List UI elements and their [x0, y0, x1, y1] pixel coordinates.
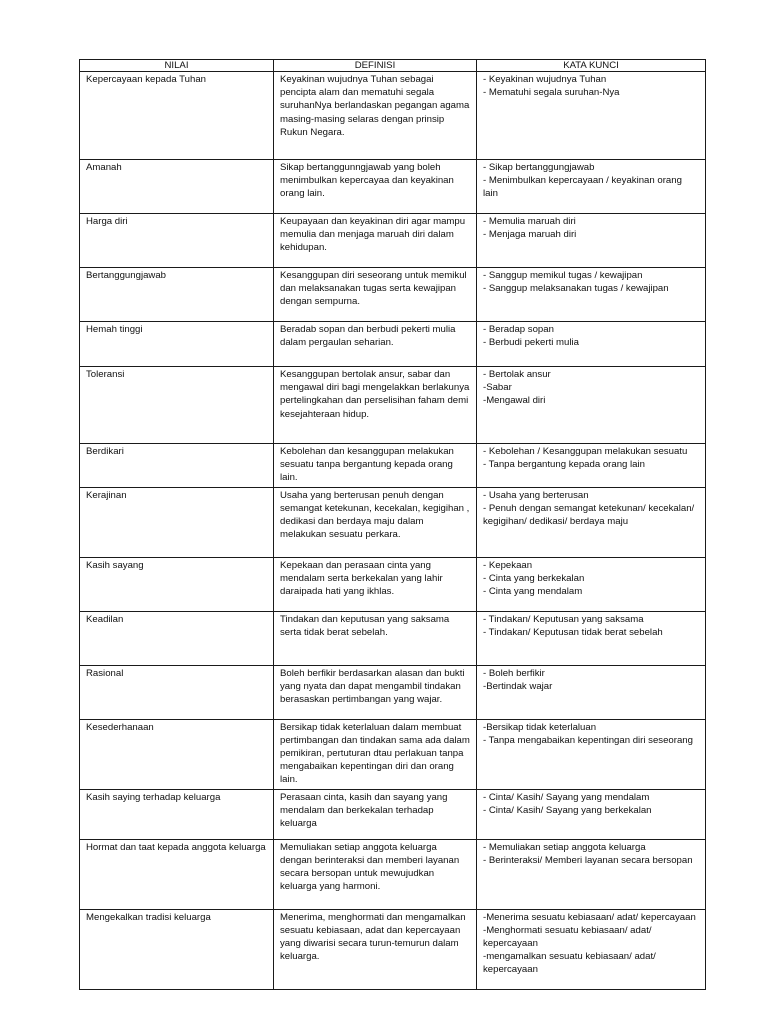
- kata-kunci-item: -Sabar: [483, 382, 512, 394]
- nilai-cell: Kasih saying terhadap keluarga: [80, 789, 274, 839]
- definisi-cell: Boleh berfikir berdasarkan alasan dan bukti yang nyata dan dapat mengambil tindakan berasaskan pertimbangan yang wajar.: [274, 665, 477, 719]
- kata-kunci-item: - Cinta yang berkekalan: [483, 572, 585, 584]
- kata-kunci-item: - Tindakan/ Keputusan tidak berat sebelah: [483, 626, 663, 638]
- table-row: [80, 839, 706, 909]
- kata-kunci-item: - Cinta yang mendalam: [483, 586, 583, 598]
- table-row: [80, 719, 706, 789]
- kata-kunci-cell: [477, 160, 706, 214]
- nilai-cell: Berdikari: [80, 444, 274, 488]
- kata-kunci-cell: [477, 72, 706, 160]
- kata-kunci-item: - Bertolak ansur: [483, 369, 551, 380]
- nilai-cell: Mengekalkan tradisi keluarga: [80, 909, 274, 989]
- table-row: [80, 611, 706, 665]
- kata-kunci-item: - Tanpa bergantung kepada orang lain: [483, 459, 645, 471]
- definisi-cell: Kesanggupan bertolak ansur, sabar dan mengawal diri bagi mengelakkan berlakunya pertelingkahan dan perselisihan faham demi kesejahteraan hidup.: [274, 367, 477, 444]
- header-row: [80, 60, 706, 72]
- kata-kunci-item: - Sikap bertanggungjawab: [483, 162, 595, 173]
- definisi-cell: Bersikap tidak keterlaluan dalam membuat pertimbangan dan tindakan sama ada dalam pemikiran, pertuturan dtau perlakuan tanpa mengabaikan kepentingan diri dan orang lain.: [274, 719, 477, 789]
- kata-kunci-item: - Memulia maruah diri: [483, 216, 576, 227]
- table-row: [80, 909, 706, 989]
- kata-kunci-cell: [477, 214, 706, 268]
- kata-kunci-cell: [477, 268, 706, 322]
- table-row: [80, 557, 706, 611]
- kata-kunci-cell: [477, 557, 706, 611]
- definisi-cell: Keyakinan wujudnya Tuhan sebagai pencipta alam dan mematuhi segala suruhanNya berlandaskan pegangan agama masing-masing selaras dengan prinsip Rukun Negara.: [274, 72, 477, 160]
- kata-kunci-item: -Menghormati sesuatu kebiasaan/ adat/ kepercayaan: [483, 924, 652, 950]
- table-row: [80, 322, 706, 367]
- kata-kunci-item: - Kebolehan / Kesanggupan melakukan sesuatu: [483, 446, 688, 457]
- kata-kunci-item: - Penuh dengan semangat ketekunan/ kecekalan/ kegigihan/ dedikasi/ berdaya maju: [483, 502, 695, 528]
- kata-kunci-item: -Menerima sesuatu kebiasaan/ adat/ kepercayaan: [483, 911, 696, 923]
- nilai-cell: Toleransi: [80, 367, 274, 444]
- kata-kunci-item: - Usaha yang berterusan: [483, 489, 589, 501]
- kata-kunci-cell: [477, 444, 706, 488]
- table-row: [80, 72, 706, 160]
- kata-kunci-item: - Beradap sopan: [483, 324, 554, 335]
- kata-kunci-cell: [477, 789, 706, 839]
- nilai-cell: Kasih sayang: [80, 557, 274, 611]
- definisi-cell: Sikap bertanggunngjawab yang boleh menimbulkan kepercayaa dan keyakinan orang lain.: [274, 160, 477, 214]
- kata-kunci-cell: [477, 719, 706, 789]
- kata-kunci-cell: [477, 487, 706, 557]
- kata-kunci-item: - Kepekaan: [483, 559, 533, 571]
- kata-kunci-item: - Menimbulkan kepercayaan / keyakinan orang lain: [483, 175, 682, 200]
- nilai-cell: Kepercayaan kepada Tuhan: [80, 72, 274, 160]
- kata-kunci-cell: [477, 665, 706, 719]
- nilai-cell: Keadilan: [80, 611, 274, 665]
- kata-kunci-item: - Berbudi pekerti mulia: [483, 337, 579, 349]
- kata-kunci-item: - Cinta/ Kasih/ Sayang yang berkekalan: [483, 804, 652, 816]
- nilai-cell: Amanah: [80, 160, 274, 214]
- nilai-cell: Bertanggungjawab: [80, 268, 274, 322]
- kata-kunci-item: - Berinteraksi/ Memberi layanan secara bersopan: [483, 854, 693, 866]
- definisi-cell: Tindakan dan keputusan yang saksama serta tidak berat sebelah.: [274, 611, 477, 665]
- nilai-cell: Rasional: [80, 665, 274, 719]
- kata-kunci-cell: [477, 322, 706, 367]
- definisi-cell: Menerima, menghormati dan mengamalkan sesuatu kebiasaan, adat dan kepercayaan yang diwarisi secara turun-temurun dalam keluarga.: [274, 909, 477, 989]
- kata-kunci-item: - Cinta/ Kasih/ Sayang yang mendalam: [483, 791, 650, 803]
- nilai-cell: Hemah tinggi: [80, 322, 274, 367]
- header-kata-kunci: KATA KUNCI: [477, 60, 706, 72]
- nilai-cell: Kerajinan: [80, 487, 274, 557]
- kata-kunci-item: - Tindakan/ Keputusan yang saksama: [483, 613, 644, 625]
- nilai-cell: Harga diri: [80, 214, 274, 268]
- kata-kunci-item: - Menjaga maruah diri: [483, 229, 577, 241]
- kata-kunci-cell: [477, 839, 706, 909]
- definisi-cell: Perasaan cinta, kasih dan sayang yang mendalam dan berkekalan terhadap keluarga: [274, 789, 477, 839]
- kata-kunci-item: -mengamalkan sesuatu kebiasaan/ adat/ kepercayaan: [483, 951, 656, 976]
- kata-kunci-item: - Memuliakan setiap anggota keluarga: [483, 841, 646, 853]
- kata-kunci-item: -Bertindak wajar: [483, 680, 553, 692]
- definisi-cell: Memuliakan setiap anggota keluarga dengan berinteraksi dan memberi layanan secara bersopan untuk mewujudkan keluarga yang harmoni.: [274, 839, 477, 909]
- kata-kunci-item: - Mematuhi segala suruhan-Nya: [483, 87, 620, 99]
- definisi-cell: Kebolehan dan kesanggupan melakukan sesuatu tanpa bergantung kepada orang lain.: [274, 444, 477, 488]
- table-row: [80, 367, 706, 444]
- table-row: [80, 789, 706, 839]
- table-body: [80, 72, 706, 990]
- kata-kunci-item: - Sanggup memikul tugas / kewajipan: [483, 270, 643, 281]
- definisi-cell: Kepekaan dan perasaan cinta yang mendalam serta berkekalan yang lahir daraipada hati yang ikhlas.: [274, 557, 477, 611]
- table-row: [80, 214, 706, 268]
- kata-kunci-item: - Boleh berfikir: [483, 667, 545, 679]
- nilai-cell: Hormat dan taat kepada anggota keluarga: [80, 839, 274, 909]
- kata-kunci-item: - Sanggup melaksanakan tugas / kewajipan: [483, 283, 669, 295]
- header-definisi: DEFINISI: [274, 60, 477, 72]
- table-row: [80, 665, 706, 719]
- values-table: [79, 59, 706, 990]
- kata-kunci-cell: [477, 367, 706, 444]
- table-row: [80, 487, 706, 557]
- kata-kunci-cell: [477, 909, 706, 989]
- kata-kunci-cell: [477, 611, 706, 665]
- definisi-cell: Kesanggupan diri seseorang untuk memikul dan melaksanakan tugas serta kewajipan dengan sempurna.: [274, 268, 477, 322]
- definisi-cell: Usaha yang berterusan penuh dengan semangat ketekunan, kecekalan, kegigihan , dedikasi dan berdaya maju dalam melakukan sesuatu perkara.: [274, 487, 477, 557]
- table-row: [80, 444, 706, 488]
- header-nilai: NILAI: [80, 60, 274, 72]
- table-row: [80, 160, 706, 214]
- definisi-cell: Keupayaan dan keyakinan diri agar mampu memulia dan menjaga maruah diri dalam kehidupan.: [274, 214, 477, 268]
- kata-kunci-item: - Tanpa mengabaikan kepentingan diri seseorang: [483, 734, 693, 746]
- kata-kunci-item: - Keyakinan wujudnya Tuhan: [483, 74, 607, 85]
- table-row: [80, 268, 706, 322]
- kata-kunci-item: -Mengawal diri: [483, 395, 546, 407]
- nilai-cell: Kesederhanaan: [80, 719, 274, 789]
- kata-kunci-item: -Bersikap tidak keterlaluan: [483, 721, 597, 733]
- definisi-cell: Beradab sopan dan berbudi pekerti mulia dalam pergaulan seharian.: [274, 322, 477, 367]
